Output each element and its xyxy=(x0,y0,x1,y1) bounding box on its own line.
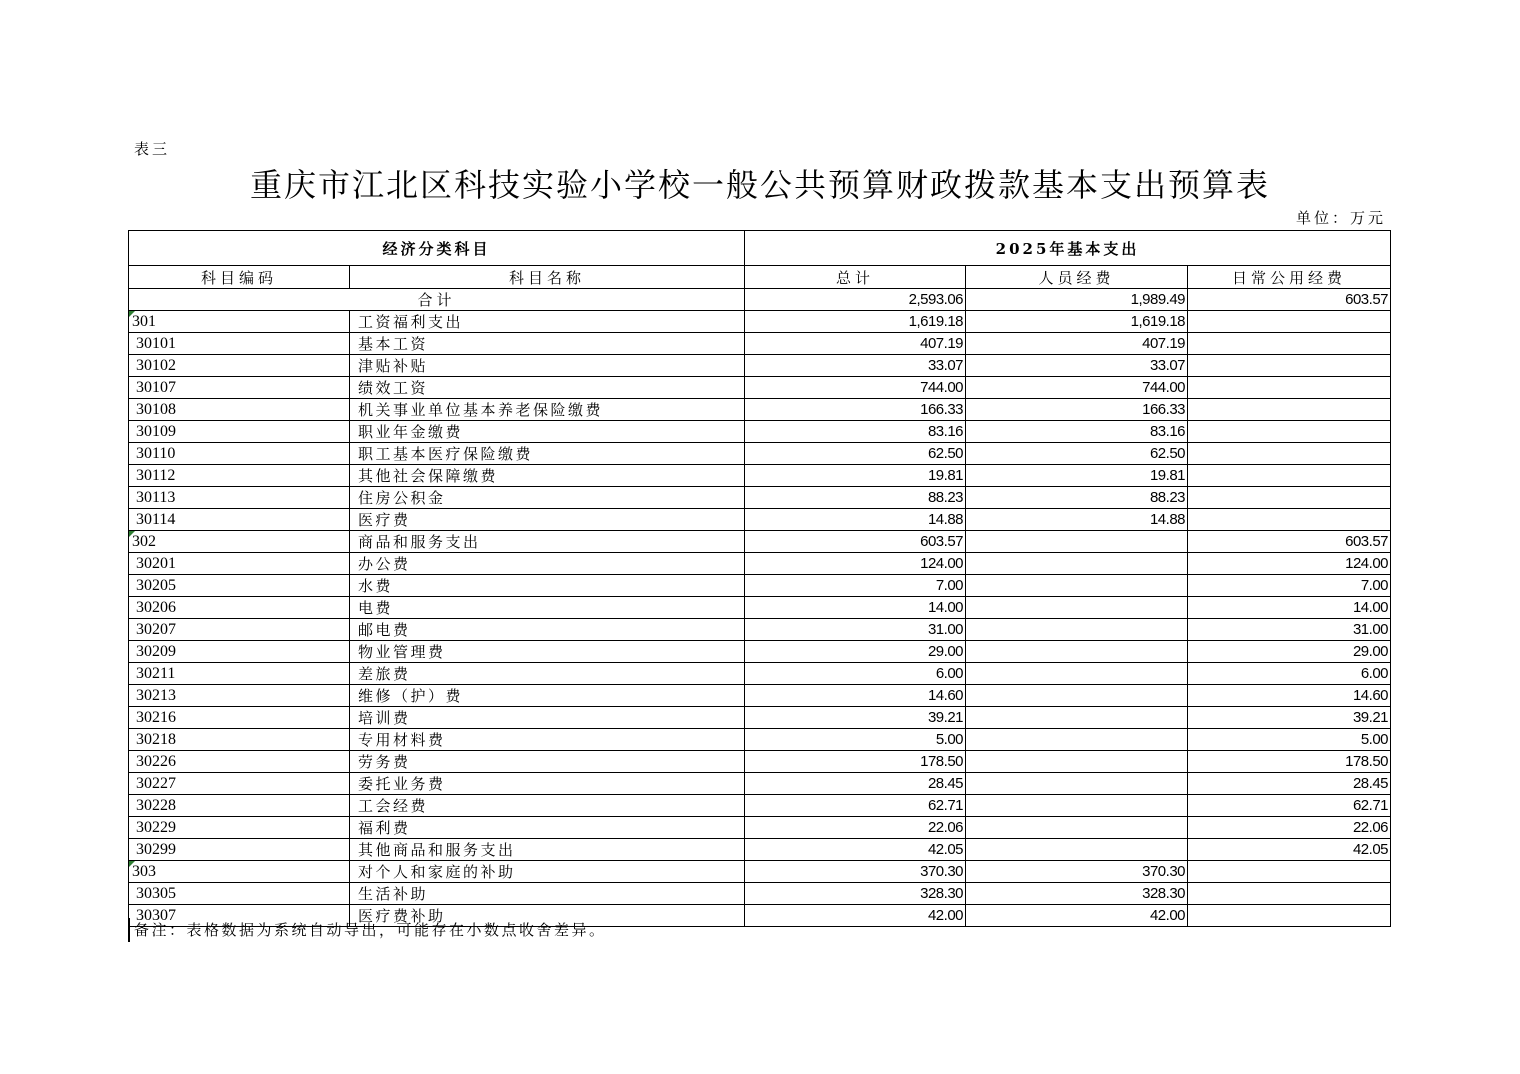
row-code: 30307 xyxy=(129,905,350,927)
header-group-row xyxy=(129,231,1391,266)
row-total: 19.81 xyxy=(745,465,966,487)
row-public: 31.00 xyxy=(1188,619,1391,641)
row-personnel: 42.00 xyxy=(966,905,1188,927)
footnote: 备注：表格数据为系统自动导出，可能存在小数点收舍差异。 xyxy=(134,921,607,939)
column-header-public: 日常公用经费 xyxy=(1188,266,1391,289)
table-row xyxy=(129,861,1391,883)
row-personnel: 370.30 xyxy=(966,861,1188,883)
table-row xyxy=(129,663,1391,685)
table-row xyxy=(129,817,1391,839)
row-total: 7.00 xyxy=(745,575,966,597)
row-personnel xyxy=(966,685,1188,707)
row-public xyxy=(1188,355,1391,377)
error-indicator-icon xyxy=(129,531,135,537)
total-amount: 2,593.06 xyxy=(745,289,966,311)
row-code: 30211 xyxy=(129,663,350,685)
table-row xyxy=(129,355,1391,377)
row-personnel xyxy=(966,663,1188,685)
row-public: 5.00 xyxy=(1188,729,1391,751)
row-name: 医疗费补助 xyxy=(350,905,745,927)
row-name: 专用材料费 xyxy=(350,729,745,751)
row-public xyxy=(1188,421,1391,443)
row-name: 商品和服务支出 xyxy=(350,531,745,553)
row-personnel: 14.88 xyxy=(966,509,1188,531)
row-total: 33.07 xyxy=(745,355,966,377)
row-name: 绩效工资 xyxy=(350,377,745,399)
row-public: 29.00 xyxy=(1188,641,1391,663)
table-row xyxy=(129,729,1391,751)
row-total: 42.05 xyxy=(745,839,966,861)
row-public: 6.00 xyxy=(1188,663,1391,685)
row-code: 30228 xyxy=(129,795,350,817)
row-total: 42.00 xyxy=(745,905,966,927)
row-name: 住房公积金 xyxy=(350,487,745,509)
row-total: 14.88 xyxy=(745,509,966,531)
table-row xyxy=(129,773,1391,795)
table-row xyxy=(129,839,1391,861)
row-personnel xyxy=(966,575,1188,597)
row-name: 基本工资 xyxy=(350,333,745,355)
row-personnel xyxy=(966,531,1188,553)
row-personnel xyxy=(966,641,1188,663)
table-row xyxy=(129,443,1391,465)
row-personnel xyxy=(966,773,1188,795)
row-personnel: 744.00 xyxy=(966,377,1188,399)
header-economic-category: 经济分类科目 xyxy=(129,231,745,266)
table-row xyxy=(129,509,1391,531)
row-code: 30102 xyxy=(129,355,350,377)
row-public xyxy=(1188,861,1391,883)
unit-label: 单位：万元 xyxy=(1295,209,1386,227)
row-total: 88.23 xyxy=(745,487,966,509)
table-row xyxy=(129,641,1391,663)
row-public xyxy=(1188,311,1391,333)
total-row xyxy=(129,289,1391,311)
column-header-name: 科目名称 xyxy=(350,266,745,289)
row-name: 福利费 xyxy=(350,817,745,839)
table-row xyxy=(129,421,1391,443)
table-row xyxy=(129,597,1391,619)
row-code xyxy=(129,531,350,553)
row-name: 培训费 xyxy=(350,707,745,729)
row-personnel: 33.07 xyxy=(966,355,1188,377)
table-row xyxy=(129,377,1391,399)
column-header-code: 科目编码 xyxy=(129,266,350,289)
row-total: 29.00 xyxy=(745,641,966,663)
row-name: 职业年金缴费 xyxy=(350,421,745,443)
row-code: 30108 xyxy=(129,399,350,421)
row-total: 39.21 xyxy=(745,707,966,729)
row-public xyxy=(1188,377,1391,399)
row-total: 28.45 xyxy=(745,773,966,795)
row-code-text: 302 xyxy=(132,532,156,550)
row-code: 30107 xyxy=(129,377,350,399)
column-header-personnel: 人员经费 xyxy=(966,266,1188,289)
row-public: 28.45 xyxy=(1188,773,1391,795)
row-public: 7.00 xyxy=(1188,575,1391,597)
table-row xyxy=(129,311,1391,333)
row-total: 14.60 xyxy=(745,685,966,707)
table-row xyxy=(129,619,1391,641)
row-total: 744.00 xyxy=(745,377,966,399)
row-name: 对个人和家庭的补助 xyxy=(350,861,745,883)
table-row xyxy=(129,883,1391,905)
row-total: 83.16 xyxy=(745,421,966,443)
row-code: 30216 xyxy=(129,707,350,729)
row-personnel xyxy=(966,619,1188,641)
row-code: 30299 xyxy=(129,839,350,861)
row-code: 30213 xyxy=(129,685,350,707)
row-name: 电费 xyxy=(350,597,745,619)
row-name: 工资福利支出 xyxy=(350,311,745,333)
row-public: 124.00 xyxy=(1188,553,1391,575)
row-public: 14.60 xyxy=(1188,685,1391,707)
row-personnel xyxy=(966,553,1188,575)
row-code: 30113 xyxy=(129,487,350,509)
row-code: 30207 xyxy=(129,619,350,641)
row-total: 6.00 xyxy=(745,663,966,685)
row-name: 机关事业单位基本养老保险缴费 xyxy=(350,399,745,421)
row-personnel: 407.19 xyxy=(966,333,1188,355)
budget-table xyxy=(128,230,1391,927)
row-name: 物业管理费 xyxy=(350,641,745,663)
row-public: 39.21 xyxy=(1188,707,1391,729)
page-title: 重庆市江北区科技实验小学校一般公共预算财政拨款基本支出预算表 xyxy=(249,166,1270,204)
row-code: 30201 xyxy=(129,553,350,575)
row-code: 30227 xyxy=(129,773,350,795)
row-personnel xyxy=(966,795,1188,817)
row-public: 178.50 xyxy=(1188,751,1391,773)
row-name: 邮电费 xyxy=(350,619,745,641)
row-name: 工会经费 xyxy=(350,795,745,817)
row-name: 水费 xyxy=(350,575,745,597)
row-public: 62.71 xyxy=(1188,795,1391,817)
row-public xyxy=(1188,465,1391,487)
row-public: 22.06 xyxy=(1188,817,1391,839)
row-total: 370.30 xyxy=(745,861,966,883)
row-public: 14.00 xyxy=(1188,597,1391,619)
row-total: 124.00 xyxy=(745,553,966,575)
table-row xyxy=(129,333,1391,355)
row-name: 职工基本医疗保险缴费 xyxy=(350,443,745,465)
row-total: 178.50 xyxy=(745,751,966,773)
row-code xyxy=(129,861,350,883)
row-total: 62.50 xyxy=(745,443,966,465)
row-total: 166.33 xyxy=(745,399,966,421)
row-name: 维修（护）费 xyxy=(350,685,745,707)
error-indicator-icon xyxy=(129,861,135,867)
row-personnel: 328.30 xyxy=(966,883,1188,905)
row-code xyxy=(129,311,350,333)
row-code: 30305 xyxy=(129,883,350,905)
row-personnel xyxy=(966,729,1188,751)
row-code: 30218 xyxy=(129,729,350,751)
row-personnel: 166.33 xyxy=(966,399,1188,421)
row-name: 劳务费 xyxy=(350,751,745,773)
note-border xyxy=(128,918,130,942)
row-total: 62.71 xyxy=(745,795,966,817)
row-total: 31.00 xyxy=(745,619,966,641)
row-total: 328.30 xyxy=(745,883,966,905)
row-total: 22.06 xyxy=(745,817,966,839)
row-personnel xyxy=(966,707,1188,729)
row-total: 14.00 xyxy=(745,597,966,619)
row-name: 委托业务费 xyxy=(350,773,745,795)
table-label: 表三 xyxy=(134,140,171,158)
row-public xyxy=(1188,883,1391,905)
error-indicator-icon xyxy=(129,311,135,317)
row-name: 医疗费 xyxy=(350,509,745,531)
row-public xyxy=(1188,905,1391,927)
row-code: 30110 xyxy=(129,443,350,465)
row-public xyxy=(1188,333,1391,355)
row-total: 1,619.18 xyxy=(745,311,966,333)
row-name: 办公费 xyxy=(350,553,745,575)
table-row xyxy=(129,465,1391,487)
row-public: 42.05 xyxy=(1188,839,1391,861)
total-label: 合计 xyxy=(129,289,745,311)
table-row xyxy=(129,707,1391,729)
row-personnel: 62.50 xyxy=(966,443,1188,465)
table-row xyxy=(129,531,1391,553)
row-code: 30226 xyxy=(129,751,350,773)
row-total: 5.00 xyxy=(745,729,966,751)
row-public xyxy=(1188,487,1391,509)
row-code: 30205 xyxy=(129,575,350,597)
row-name: 其他社会保障缴费 xyxy=(350,465,745,487)
row-code-text: 303 xyxy=(132,862,156,880)
row-name: 生活补助 xyxy=(350,883,745,905)
row-code: 30101 xyxy=(129,333,350,355)
row-code: 30109 xyxy=(129,421,350,443)
row-personnel: 19.81 xyxy=(966,465,1188,487)
table-row xyxy=(129,795,1391,817)
row-public xyxy=(1188,509,1391,531)
row-personnel xyxy=(966,839,1188,861)
row-public xyxy=(1188,443,1391,465)
row-name: 津贴补贴 xyxy=(350,355,745,377)
row-code: 30206 xyxy=(129,597,350,619)
table-row xyxy=(129,751,1391,773)
table-row xyxy=(129,399,1391,421)
row-total: 603.57 xyxy=(745,531,966,553)
column-header-total: 总计 xyxy=(745,266,966,289)
row-personnel xyxy=(966,751,1188,773)
row-code: 30114 xyxy=(129,509,350,531)
row-personnel: 83.16 xyxy=(966,421,1188,443)
row-total: 407.19 xyxy=(745,333,966,355)
row-code: 30112 xyxy=(129,465,350,487)
header-column-row xyxy=(129,266,1391,289)
table-row xyxy=(129,487,1391,509)
row-personnel: 1,619.18 xyxy=(966,311,1188,333)
table-row xyxy=(129,575,1391,597)
row-name: 其他商品和服务支出 xyxy=(350,839,745,861)
row-personnel: 88.23 xyxy=(966,487,1188,509)
total-personnel: 1,989.49 xyxy=(966,289,1188,311)
row-public: 603.57 xyxy=(1188,531,1391,553)
row-personnel xyxy=(966,817,1188,839)
total-public: 603.57 xyxy=(1188,289,1391,311)
table-row xyxy=(129,685,1391,707)
row-name: 差旅费 xyxy=(350,663,745,685)
row-public xyxy=(1188,399,1391,421)
row-code: 30209 xyxy=(129,641,350,663)
row-code: 30229 xyxy=(129,817,350,839)
row-personnel xyxy=(966,597,1188,619)
row-code-text: 301 xyxy=(132,312,156,330)
table-row xyxy=(129,553,1391,575)
header-basic-expenditure: 2025年基本支出 xyxy=(745,231,1391,266)
